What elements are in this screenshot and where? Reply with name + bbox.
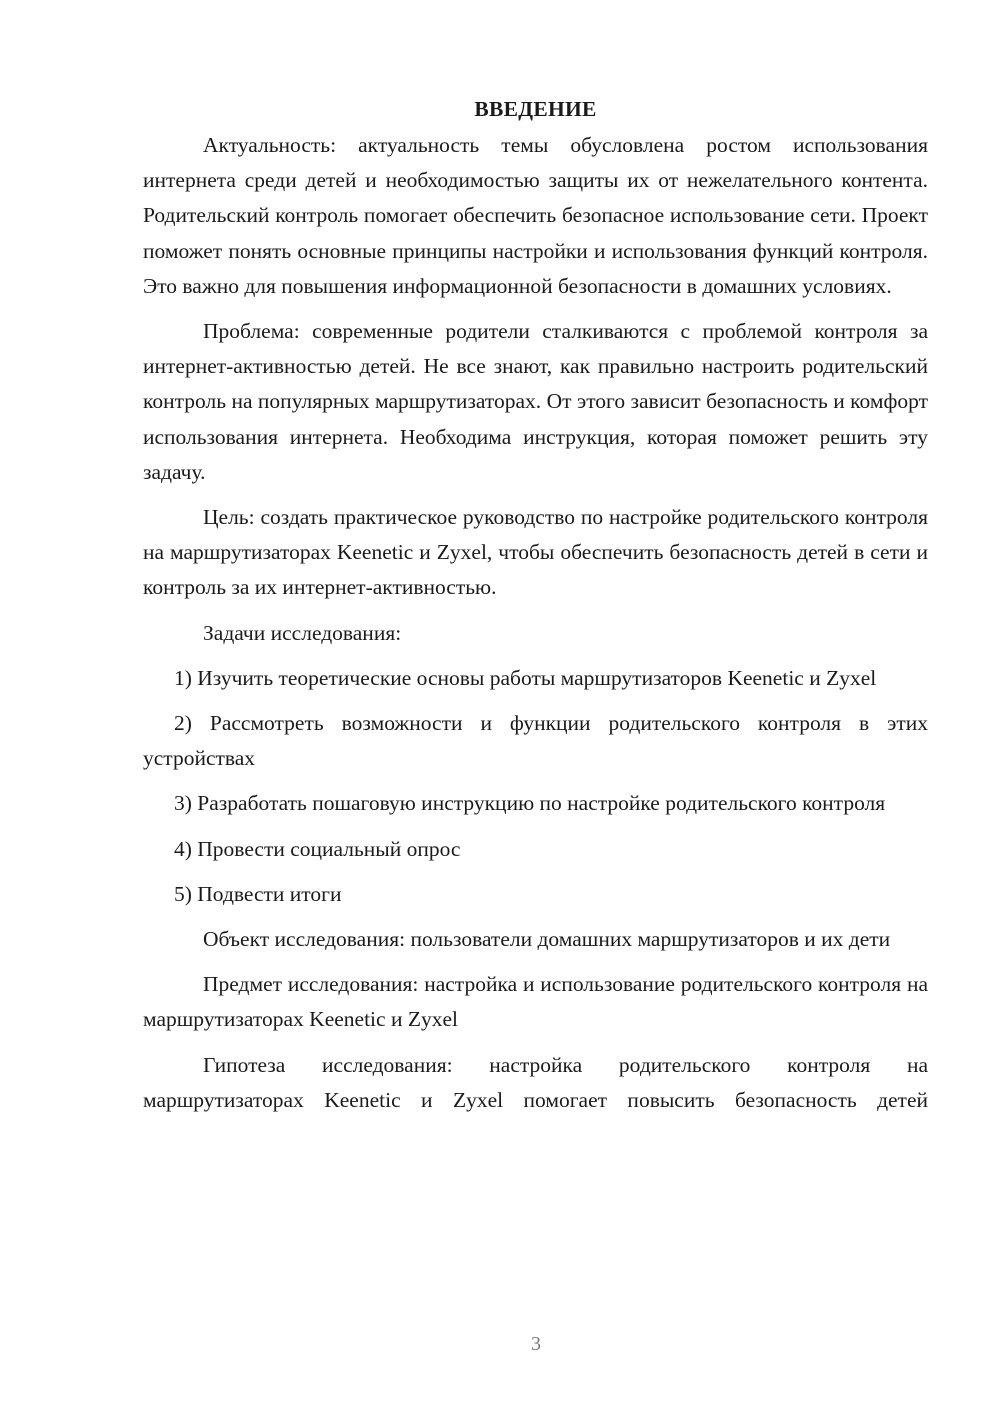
paragraph-problem: Проблема: современные родители сталкиваются с проблемой контроля за интернет-активностью детей. Не все знают, как правильно настроить родительский контроль на популярных маршрутизаторах. От этого зависит безопасность и комфорт использования интернета. Необходима инструкция, которая поможет решить эту задачу. xyxy=(143,319,928,484)
paragraph-relevance: Актуальность: актуальность темы обусловлена ростом использования интернета среди детей и необходимостью защиты их от нежелательного контента. Родительский контроль помогает обеспечить безопасное использование сети. Проект поможет понять основные принципы настройки и использования функций контроля. Это важно для повышения информационной безопасности в домашних условиях. xyxy=(143,133,928,298)
task-item-2: 2) Рассмотреть возможности и функции родительского контроля в этих устройствах xyxy=(143,711,928,771)
paragraph-hypothesis: Гипотеза исследования: настройка родительского контроля на маршрутизаторах Keenetic и Zyxel помогает повысить безопасность детей xyxy=(143,1052,928,1112)
tasks-heading: Задачи исследования: xyxy=(203,620,402,645)
task-item-3: 3) Разработать пошаговую инструкцию по настройке родительского контроля xyxy=(174,791,886,816)
task-item-1: 1) Изучить теоретические основы работы маршрутизаторов Keenetic и Zyxel xyxy=(174,665,877,690)
task-item-5: 5) Подвести итоги xyxy=(174,881,342,906)
document-page xyxy=(143,92,928,1128)
paragraph-object: Объект исследования: пользователи домашних маршрутизаторов и их дети xyxy=(203,927,891,952)
task-item-4: 4) Провести социальный опрос xyxy=(174,836,461,861)
section-title: ВВЕДЕНИЕ xyxy=(474,97,597,121)
paragraph-subject: Предмет исследования: настройка и использование родительского контроля на маршрутизаторах Keenetic и Zyxel xyxy=(143,972,928,1032)
paragraph-goal: Цель: создать практическое руководство по настройке родительского контроля на маршрутизаторах Keenetic и Zyxel, чтобы обеспечить безопасность детей в сети и контроль за их интернет-активностью. xyxy=(143,505,928,600)
page-number: 3 xyxy=(531,1333,541,1355)
